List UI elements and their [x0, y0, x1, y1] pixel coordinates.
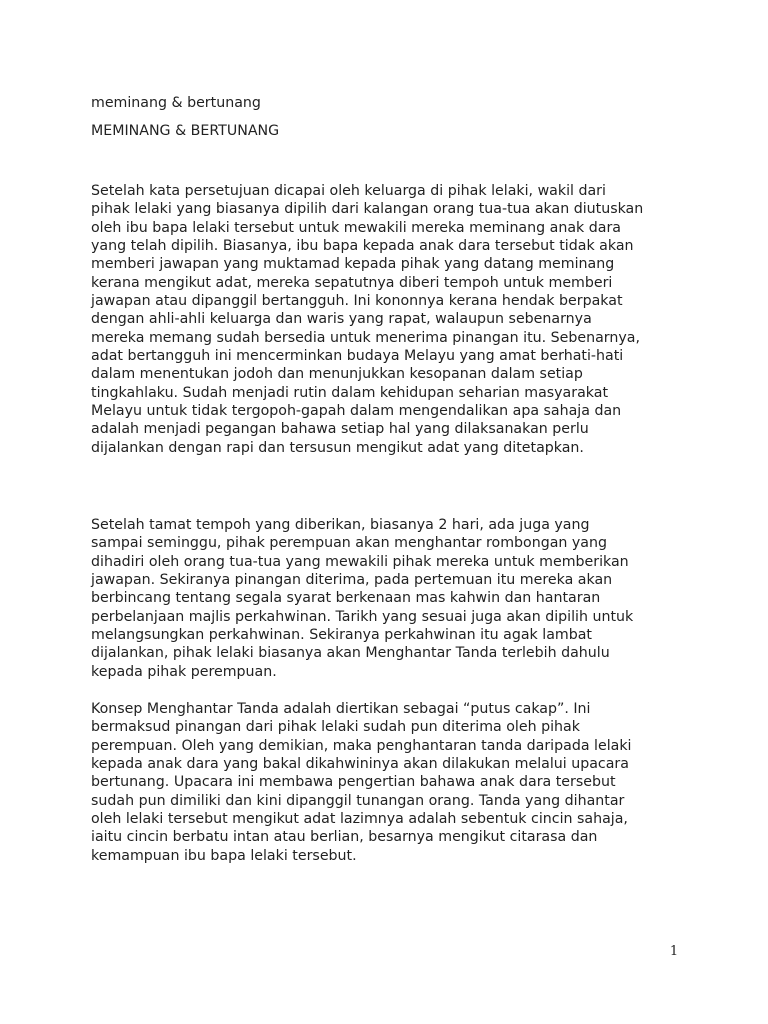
paragraph-line: adalah menjadi pegangan bahawa setiap hal yang dilaksanakan perlu: [91, 421, 589, 438]
paragraph-line: pihak lelaki yang biasanya dipilih dari kalangan orang tua-tua akan diutuskan: [91, 201, 644, 218]
paragraph-line: iaitu cincin berbatu intan atau berlian, besarnya mengikut citarasa dan: [91, 829, 598, 846]
document-header: meminang & bertunang: [91, 95, 261, 111]
paragraph-line: dijalankan, pihak lelaki biasanya akan Menghantar Tanda terlebih dahulu: [91, 645, 610, 662]
paragraph-line: perbelanjaan majlis perkahwinan. Tarikh yang sesuai juga akan dipilih untuk: [91, 608, 634, 625]
paragraph-line: memberi jawapan yang muktamad kepada pihak yang datang meminang: [91, 256, 615, 273]
paragraph-line: Setelah kata persetujuan dicapai oleh keluarga di pihak lelaki, wakil dari: [91, 183, 606, 199]
paragraph-line: oleh lelaki tersebut mengikut adat lazimnya adalah sebentuk cincin sahaja,: [91, 811, 628, 828]
paragraph-line: dalam menentukan jodoh dan menunjukkan kesopanan dalam setiap: [91, 366, 583, 383]
paragraph-line: jawapan. Sekiranya pinangan diterima, pada pertemuan itu mereka akan: [91, 572, 613, 589]
document-title: MEMINANG & BERTUNANG: [91, 123, 280, 139]
paragraph-line: kepada pihak perempuan.: [91, 663, 277, 680]
paragraph-line: kerana mengikut adat, mereka sepatutnya diberi tempoh untuk memberi: [91, 274, 613, 291]
paragraph-line: yang telah dipilih. Biasanya, ibu bapa kepada anak dara tersebut tidak akan: [91, 238, 634, 255]
page-number: 1: [669, 944, 679, 959]
paragraph-line: sudah pun dimiliki dan kini dipanggil tunangan orang. Tanda yang dihantar: [91, 792, 625, 809]
paragraph-line: mereka memang sudah bersedia untuk menerima pinangan itu. Sebenarnya,: [91, 329, 640, 346]
paragraph-3: [91, 700, 632, 865]
paragraph-line: berbincang tentang segala syarat berkenaan mas kahwin dan hantaran: [91, 590, 601, 607]
paragraph-line: adat bertangguh ini mencerminkan budaya Melayu yang amat berhati-hati: [91, 348, 624, 365]
paragraph-line: bermaksud pinangan dari pihak lelaki sudah pun diterima oleh pihak: [91, 719, 580, 736]
paragraph-line: sampai seminggu, pihak perempuan akan menghantar rombongan yang: [91, 535, 607, 552]
paragraph-line: dijalankan dengan rapi dan tersusun mengikut adat yang ditetapkan.: [91, 439, 584, 456]
paragraph-1: [91, 182, 643, 457]
paragraph-line: Setelah tamat tempoh yang diberikan, biasanya 2 hari, ada juga yang: [91, 517, 590, 533]
paragraph-line: Melayu untuk tidak tergopoh-gapah dalam mengendalikan apa sahaja dan: [91, 403, 622, 420]
paragraph-line: oleh ibu bapa lelaki tersebut untuk mewakili mereka meminang anak dara: [91, 219, 621, 236]
paragraph-line: melangsungkan perkahwinan. Sekiranya perkahwinan itu agak lambat: [91, 627, 592, 644]
paragraph-line: perempuan. Oleh yang demikian, maka penghantaran tanda daripada lelaki: [91, 737, 632, 754]
paragraph-line: bertunang. Upacara ini membawa pengertian bahawa anak dara tersebut: [91, 774, 616, 791]
paragraph-line: tingkahlaku. Sudah menjadi rutin dalam kehidupan seharian masyarakat: [91, 384, 609, 401]
paragraph-2: [91, 516, 633, 681]
paragraph-line: Konsep Menghantar Tanda adalah diertikan sebagai “putus cakap”. Ini: [91, 701, 591, 717]
paragraph-line: kepada anak dara yang bakal dikahwininya akan dilakukan melalui upacara: [91, 756, 629, 773]
paragraph-line: dengan ahli-ahli keluarga dan waris yang rapat, walaupun sebenarnya: [91, 311, 592, 328]
paragraph-line: kemampuan ibu bapa lelaki tersebut.: [91, 847, 357, 864]
paragraph-line: dihadiri oleh orang tua-tua yang mewakili pihak mereka untuk memberikan: [91, 553, 629, 570]
paragraph-line: jawapan atau dipanggil bertangguh. Ini kononnya kerana hendak berpakat: [91, 293, 623, 310]
